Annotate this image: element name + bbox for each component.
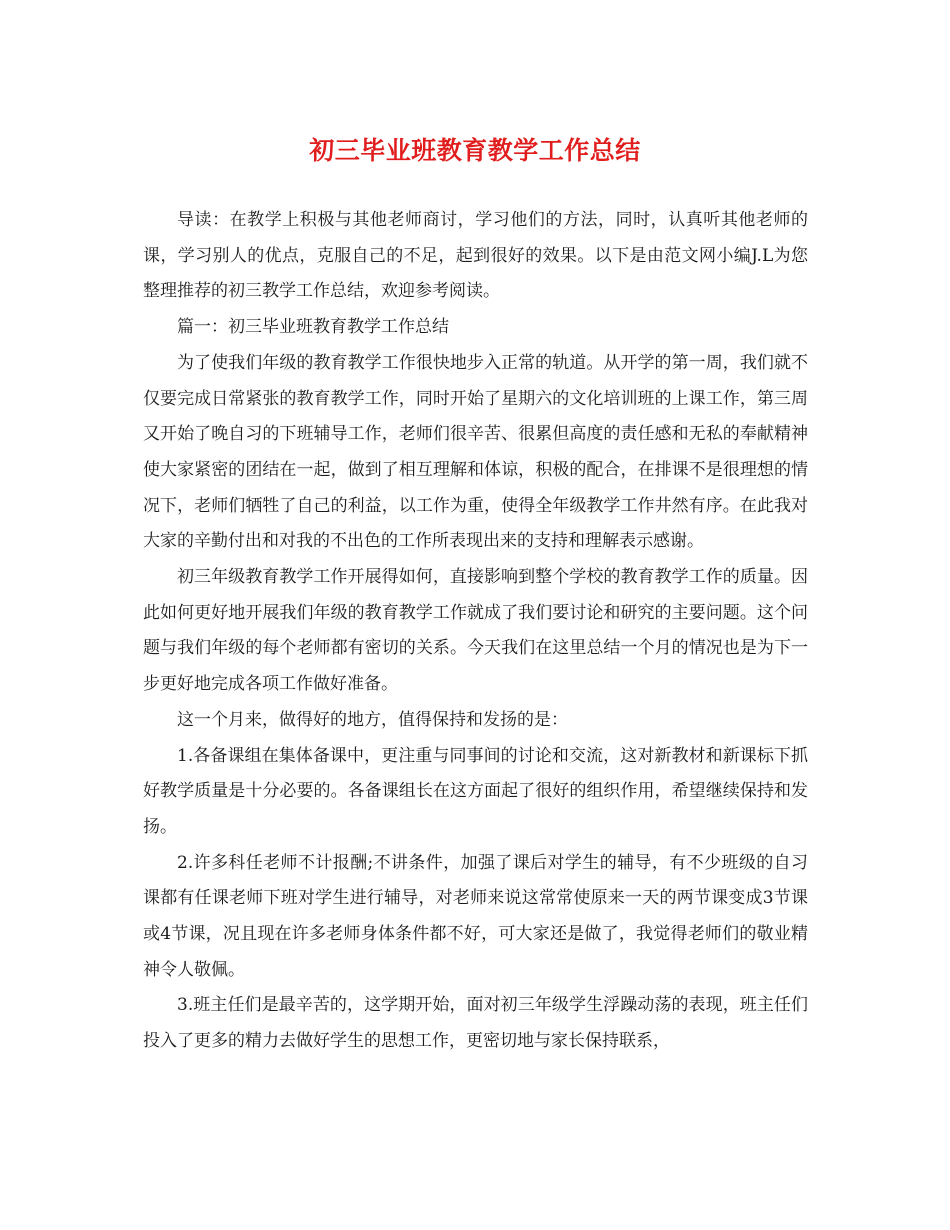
body-paragraph: 为了使我们年级的教育教学工作很快地步入正常的轨道。从开学的第一周，我们就不仅要完成日常紧张的教育教学工作，同时开始了星期六的文化培训班的上课工作，第三周又开始了晚自习的下班辅导工作，老师们很辛苦、很累但高度的责任感和无私的奉献精神使大家紧密的团结在一起，做到了相互理解和体谅，积极的配合，在排课不是很理想的情况下，老师们牺牲了自己的利益，以工作为重，使得全年级教学工作井然有序。在此我对大家的辛勤付出和对我的不出色的工作所表现出来的支持和理解表示感谢。 (143, 352, 808, 552)
list-item: 1.各备课组在集体备课中，更注重与同事间的讨论和交流，这对新教材和新课标下抓好教学质量是十分必要的。各备课组长在这方面起了很好的组织作用，希望继续保持和发扬。 (143, 745, 808, 837)
document-title: 初三毕业班教育教学工作总结 (309, 136, 641, 165)
list-item: 3.班主任们是最辛苦的，这学期开始，面对初三年级学生浮躁动荡的表现，班主任们投入了更多的精力去做好学生的思想工作，更密切地与家长保持联系， (143, 995, 808, 1052)
intro-paragraph: 导读：在教学上积极与其他老师商讨，学习他们的方法，同时，认真听其他老师的课，学习别人的优点，克服自己的不足，起到很好的效果。以下是由范文网小编J.L为您整理推荐的初三教学工作总结，欢迎参考阅读。 (143, 210, 808, 302)
body-paragraph: 这一个月来，做得好的地方，值得保持和发扬的是： (177, 709, 568, 730)
list-item: 2.许多科任老师不计报酬;不讲条件，加强了课后对学生的辅导，有不少班级的自习课都有任课老师下班对学生进行辅导，对老师来说这常常使原来一天的两节课变成3节课或4节课，况且现在许多老师身体条件都不好，可大家还是做了，我觉得老师们的敬业精神令人敬佩。 (143, 852, 808, 980)
section-heading: 篇一：初三毕业班教育教学工作总结 (177, 317, 449, 338)
body-paragraph: 初三年级教育教学工作开展得如何，直接影响到整个学校的教育教学工作的质量。因此如何更好地开展我们年级的教育教学工作就成了我们要讨论和研究的主要问题。这个问题与我们年级的每个老师都有密切的关系。今天我们在这里总结一个月的情况也是为下一步更好地完成各项工作做好准备。 (143, 567, 808, 695)
document-body (143, 203, 808, 1060)
